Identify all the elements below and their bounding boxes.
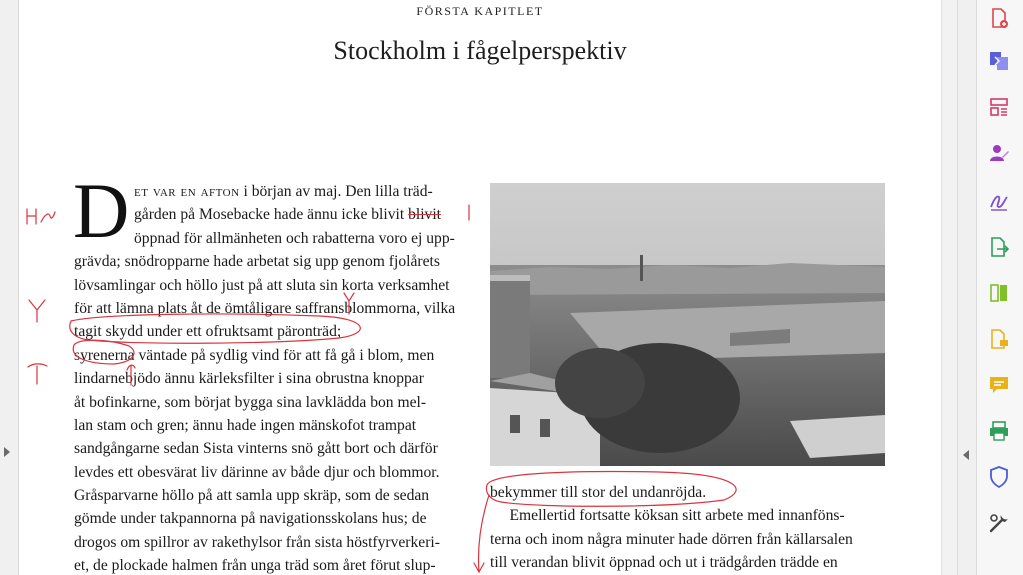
- margin-mark-h-hook: [41, 212, 55, 222]
- export-pdf-icon[interactable]: [986, 234, 1012, 260]
- more-tools-icon[interactable]: [986, 510, 1012, 536]
- combine-files-icon[interactable]: [986, 48, 1012, 74]
- text-column-left: [74, 180, 467, 575]
- text-column-right: [490, 481, 885, 575]
- text-line: Gråsparvarne höllo på att samla upp skräp, som de sedan: [74, 487, 430, 505]
- create-pdf-icon[interactable]: [986, 5, 1012, 31]
- flow-arrow: [474, 495, 489, 572]
- comment-document-icon[interactable]: [986, 326, 1012, 352]
- protect-icon[interactable]: [986, 464, 1012, 490]
- text-line: [74, 203, 467, 226]
- print-production-icon[interactable]: [986, 418, 1012, 444]
- margin-mark-y: [29, 300, 45, 322]
- margin-mark-h: [27, 209, 36, 224]
- struck-word: blivit: [408, 206, 442, 224]
- pdf-page: [19, 0, 941, 575]
- text-line: lövsamlingar och höllo just på att sluta sin korta verksamhet: [74, 276, 450, 294]
- text-line: lan stam och gren; ännu hade ingen mänskofot trampat: [74, 416, 417, 434]
- text-line: et, de plockade halmen från unga träd som året förut slup-: [74, 557, 436, 575]
- text-line: lindarnebjödo ännu kärleksfilter i sina obrustna knoppar: [74, 370, 424, 388]
- drop-cap: D: [73, 167, 130, 254]
- text-line: levdes ett obesvärat liv därinne av både djur och blommor.: [74, 463, 440, 481]
- text-line: Emellertid fortsatte köksan sitt arbete med innanföns-: [490, 507, 845, 525]
- comment-icon[interactable]: [986, 372, 1012, 398]
- text-line: sandgångarne sedan Sista vinterns snö gått bort och därför: [74, 440, 438, 458]
- text-line: för att lämna plats åt de ömtåligare saffransblommorna, vilka: [74, 299, 456, 317]
- organize-pages-icon[interactable]: [986, 94, 1012, 120]
- vertical-scrollbar[interactable]: [941, 0, 958, 575]
- text-line: grävda; snödropparne hade arbetat sig upp genom fjolårets: [74, 253, 440, 271]
- request-signatures-icon[interactable]: [986, 140, 1012, 166]
- text-line: åt bofinkarne, som börjat bygga sina lavklädda bon mel-: [74, 393, 427, 411]
- page-title: Stockholm i fågelperspektiv: [333, 36, 627, 65]
- right-panel-gutter: [957, 0, 976, 575]
- text-line-rest: i början av maj. Den lilla träd-: [239, 183, 433, 200]
- text-line: gömde under takpannorna på navigationsskolans hus; de: [74, 510, 427, 528]
- chapter-label: FÖRSTA KAPITLET: [416, 4, 544, 18]
- compress-pdf-icon[interactable]: [986, 280, 1012, 306]
- collapse-tools-arrow-icon[interactable]: [963, 450, 969, 460]
- expand-left-panel-arrow-icon[interactable]: [4, 447, 10, 457]
- text-line: till verandan blivit öppnad och ut i trädgården trädde en: [490, 554, 838, 572]
- text-line: tagit skydd under ett ofruktsamt päronträd;: [74, 323, 342, 341]
- tools-panel: [976, 0, 1023, 575]
- text-line-body: gården på Mosebacke hade ännu icke blivit: [134, 206, 409, 224]
- left-panel-gutter: [0, 0, 19, 575]
- text-line: [74, 180, 467, 203]
- lead-small-caps: et var en afton: [134, 183, 240, 200]
- text-line: bekymmer till stor del undanröjda.: [490, 484, 707, 501]
- text-line: syrenerna väntade på sydlig vind för att få gå i blom, men: [74, 346, 435, 364]
- stockholm-photo: [490, 183, 885, 466]
- margin-mark-t: [28, 364, 47, 384]
- text-line: terna och inom några minuter hade dörren från källarsalen: [490, 530, 853, 548]
- text-line: öppnad för allmänheten och rabatterna voro ej upp-: [134, 229, 455, 247]
- fill-sign-icon[interactable]: [986, 188, 1012, 214]
- text-line: drogos om spillror av rakethylsor från sista höstfyrverkeri-: [74, 533, 440, 551]
